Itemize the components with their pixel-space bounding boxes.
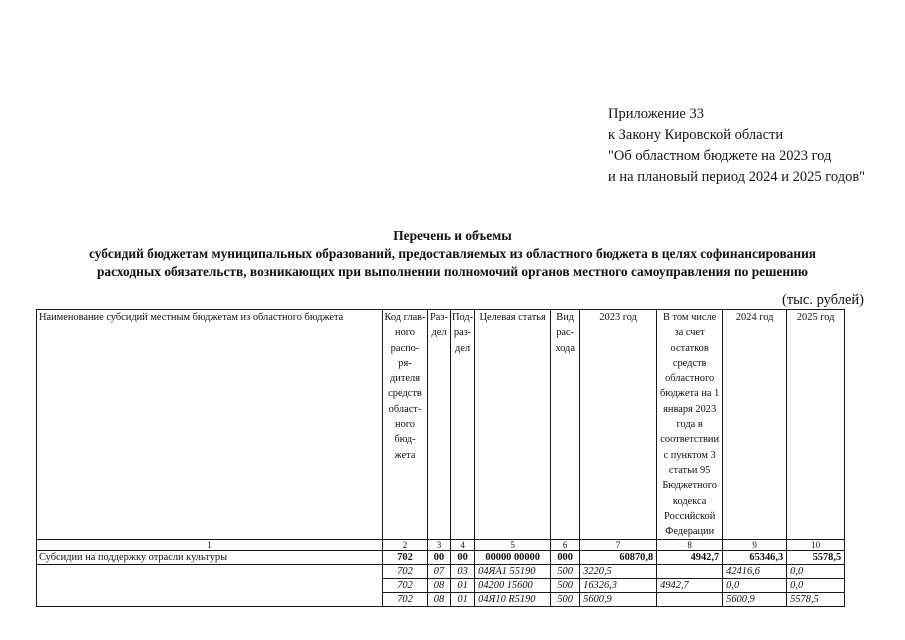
row-2025: 5578,5 <box>787 551 845 565</box>
header-section: Раз-дел <box>428 310 451 540</box>
units-label: (тыс. рублей) <box>782 292 864 308</box>
header-expense-type: Вид рас-хода <box>551 310 580 540</box>
header-2024: 2024 год <box>723 310 787 540</box>
row-name-empty <box>37 579 383 593</box>
row-including <box>657 565 723 579</box>
header-2023: 2023 год <box>580 310 657 540</box>
row-2025: 5578,5 <box>787 593 845 607</box>
row-expense-type: 500 <box>551 579 580 593</box>
header-row <box>37 310 845 540</box>
row-code: 702 <box>383 593 428 607</box>
appendix-line-2: к Закону Кировской области <box>608 127 784 143</box>
row-target: 04200 15600 <box>475 579 551 593</box>
appendix-line-3: "Об областном бюджете на 2023 год <box>608 148 832 164</box>
appendix-block <box>608 104 865 188</box>
row-expense-type: 000 <box>551 551 580 565</box>
title-line-1: Перечень и объемы <box>393 228 512 243</box>
row-2023: 60870,8 <box>580 551 657 565</box>
header-subsection: Под-раз-дел <box>451 310 475 540</box>
row-name: Субсидии на поддержку отрасли культуры <box>37 551 383 565</box>
row-2024: 42416,6 <box>723 565 787 579</box>
row-2023: 3220,5 <box>580 565 657 579</box>
row-subsection: 01 <box>451 579 475 593</box>
row-section: 08 <box>428 579 451 593</box>
document-title <box>0 227 905 281</box>
row-subsection: 03 <box>451 565 475 579</box>
appendix-line-1: Приложение 33 <box>608 106 704 122</box>
col-number: 7 <box>580 540 657 551</box>
row-target: 04Я10 R5190 <box>475 593 551 607</box>
col-number: 10 <box>787 540 845 551</box>
row-target: 04ЯА1 55190 <box>475 565 551 579</box>
row-subsection: 01 <box>451 593 475 607</box>
row-including: 4942,7 <box>657 579 723 593</box>
row-name-empty <box>37 565 383 579</box>
row-2023: 16326,3 <box>580 579 657 593</box>
row-expense-type: 500 <box>551 593 580 607</box>
title-line-3: расходных обязательств, возникающих при выполнении полномочий органов местного самоуправления по решению <box>96 264 809 279</box>
table-row <box>37 565 845 579</box>
title-line-2: субсидий бюджетам муниципальных образований, предоставляемых из областного бюджета в целях софинансирования <box>88 246 817 261</box>
row-including <box>657 593 723 607</box>
row-2023: 5600,9 <box>580 593 657 607</box>
row-target: 00000 00000 <box>475 551 551 565</box>
row-code: 702 <box>383 565 428 579</box>
subsidies-table <box>36 309 845 607</box>
header-name: Наименование субсидий местным бюджетам из областного бюджета <box>37 310 383 540</box>
appendix-line-4: и на плановый период 2024 и 2025 годов" <box>608 169 866 185</box>
header-code: Код глав-ного распо-ря-дителя средств област-ного бюд-жета <box>383 310 428 540</box>
table-row-main <box>37 551 845 565</box>
row-section: 00 <box>428 551 451 565</box>
header-2025: 2025 год <box>787 310 845 540</box>
col-number: 9 <box>723 540 787 551</box>
row-2024: 65346,3 <box>723 551 787 565</box>
row-including: 4942,7 <box>657 551 723 565</box>
col-number: 5 <box>475 540 551 551</box>
row-code: 702 <box>383 551 428 565</box>
row-2024: 0,0 <box>723 579 787 593</box>
col-number: 6 <box>551 540 580 551</box>
row-section: 08 <box>428 593 451 607</box>
col-number: 8 <box>657 540 723 551</box>
row-expense-type: 500 <box>551 565 580 579</box>
header-target: Целевая статья <box>475 310 551 540</box>
row-subsection: 00 <box>451 551 475 565</box>
row-name-empty <box>37 593 383 607</box>
row-2024: 5600,9 <box>723 593 787 607</box>
col-number: 4 <box>451 540 475 551</box>
col-number: 2 <box>383 540 428 551</box>
col-number: 1 <box>37 540 383 551</box>
col-number: 3 <box>428 540 451 551</box>
table-row <box>37 579 845 593</box>
table-row <box>37 593 845 607</box>
row-section: 07 <box>428 565 451 579</box>
column-number-row <box>37 540 845 551</box>
row-code: 702 <box>383 579 428 593</box>
row-2025: 0,0 <box>787 565 845 579</box>
row-2025: 0,0 <box>787 579 845 593</box>
header-including: В том числе за счет остатков средств областного бюджета на 1 января 2023 года в соответствии с пунктом 3 статьи 95 Бюджетного кодекса Российской Федерации <box>657 310 723 540</box>
